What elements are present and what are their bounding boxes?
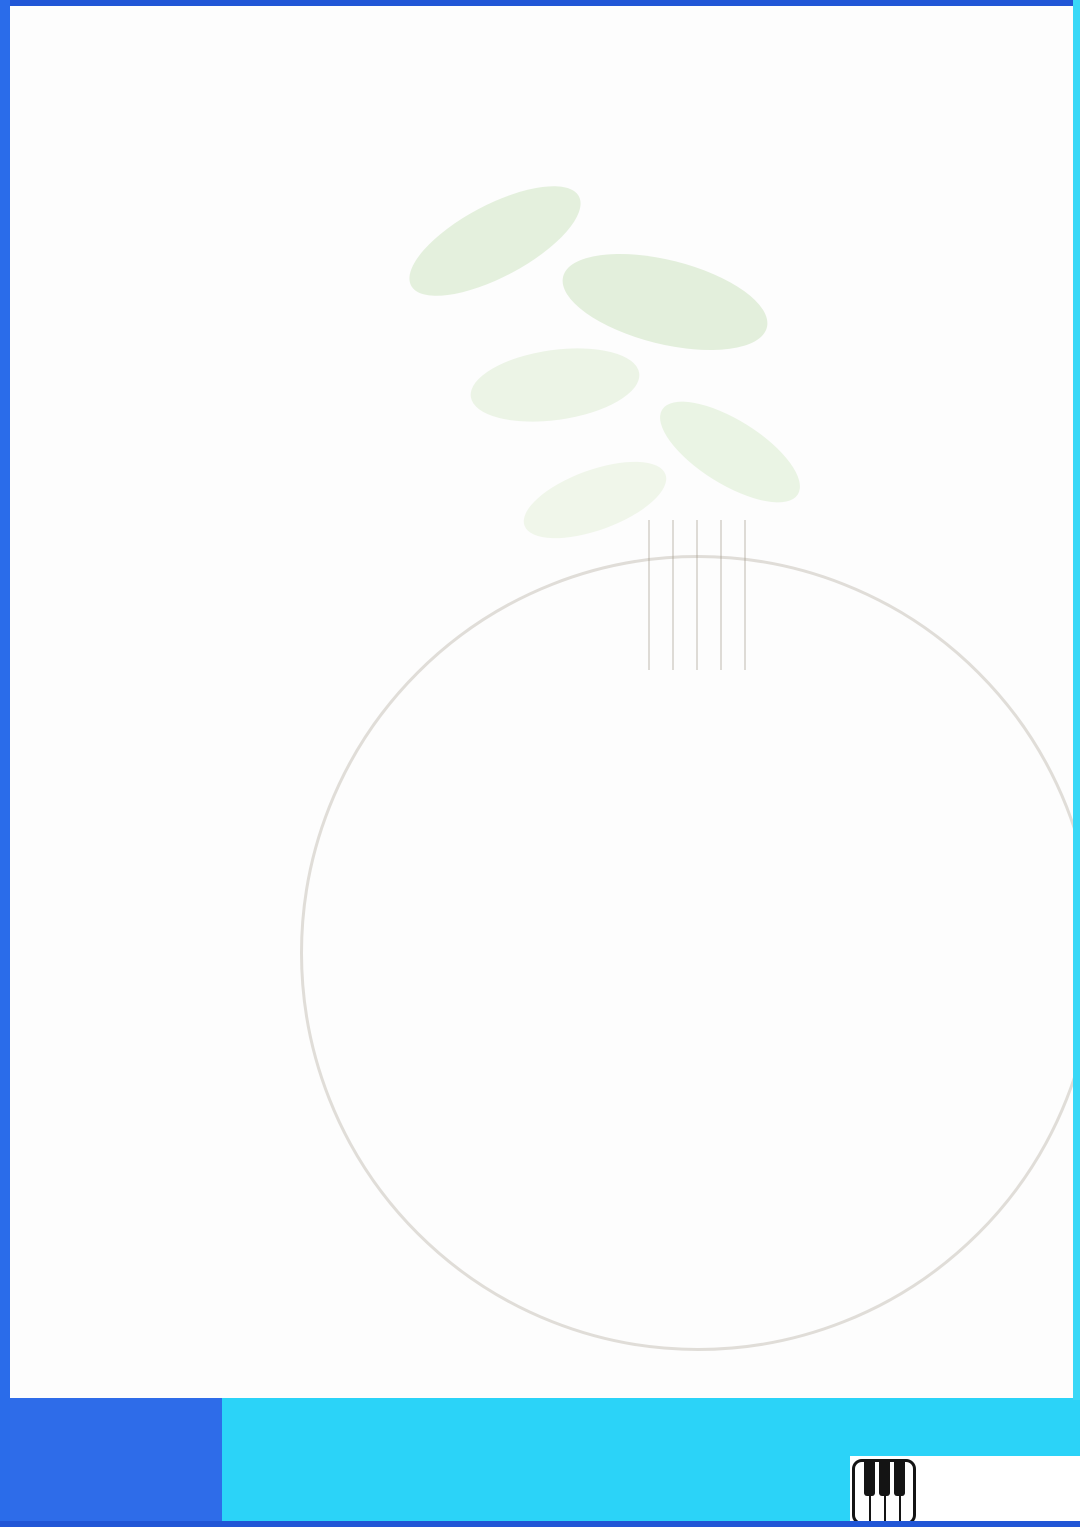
piano-icon bbox=[852, 1459, 916, 1525]
page-border-right bbox=[1073, 0, 1080, 1400]
page-border-top bbox=[0, 0, 1080, 6]
page-border-left bbox=[0, 0, 10, 1527]
jianpu-watermark bbox=[850, 1456, 1080, 1527]
brand-logo bbox=[0, 1398, 222, 1521]
qr-code bbox=[986, 10, 1070, 94]
page-border-bottom bbox=[0, 1521, 1080, 1527]
